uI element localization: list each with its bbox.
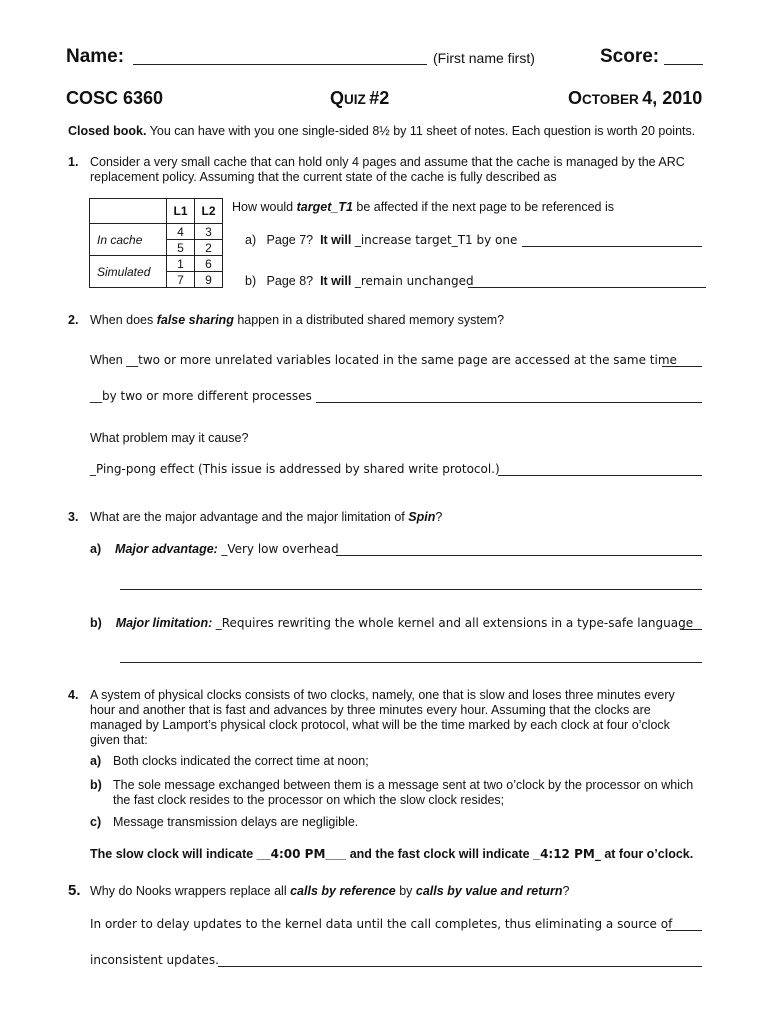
- q5-answer-line2: inconsistent updates.: [90, 953, 219, 967]
- q4-c-label: c): [90, 815, 102, 829]
- q2-answer-line2: __by two or more different processes: [90, 389, 312, 403]
- q2-problem-question: What problem may it cause?: [90, 431, 249, 445]
- score-field[interactable]: [664, 64, 703, 65]
- instructions: Closed book. You can have with you one single-sided 8½ by 11 sheet of notes. Each question is worth 20 points.: [68, 124, 696, 138]
- course-code: COSC 6360: [66, 88, 164, 108]
- q5-answer-line1: In order to delay updates to the kernel data until the call completes, thus eliminating a source of: [90, 917, 673, 931]
- q3-number: 3.: [68, 510, 79, 524]
- q4-line2: hour and another that is fast and advances by three minutes every hour. Assuming that the clocks are: [90, 703, 651, 717]
- q3-a-answer-rule[interactable]: [336, 555, 702, 556]
- q4-answer: The slow clock will indicate __4:00 PM___ and the fast clock will indicate _4:12 PM_ at four o’clock.: [90, 847, 694, 861]
- q3-b-answer-rule2[interactable]: [120, 662, 702, 663]
- col-l1-header: L1: [167, 199, 195, 224]
- q4-b-label: b): [90, 778, 102, 792]
- table-corner: [90, 199, 167, 224]
- q3-question: What are the major advantage and the major limitation of Spin?: [90, 510, 443, 524]
- name-field[interactable]: [133, 64, 427, 65]
- q4-c-text: Message transmission delays are negligible.: [113, 815, 359, 829]
- q2-number: 2.: [68, 313, 79, 327]
- q1-part-b: b) Page 8? It will _remain unchanged: [245, 274, 474, 288]
- name-label: Name:: [66, 46, 125, 67]
- name-hint: (First name first): [433, 50, 535, 66]
- q3-part-a: a) Major advantage: _Very low overhead: [90, 542, 339, 556]
- q1-number: 1.: [68, 155, 79, 169]
- q3-a-answer-rule2[interactable]: [120, 589, 702, 590]
- q1-prompt: How would target_T1 be affected if the next page to be referenced is: [232, 200, 614, 214]
- q5-number: 5.: [68, 882, 81, 899]
- table-cell: 3: [195, 224, 223, 240]
- q2-answer-line2-rule[interactable]: [316, 402, 702, 403]
- in-cache-label: In cache: [90, 224, 167, 256]
- q2-question: When does false sharing happen in a distributed shared memory system?: [90, 313, 505, 327]
- q4-number: 4.: [68, 688, 79, 702]
- quiz-date: OCTOBER 4, 2010: [568, 88, 703, 108]
- score-label: Score:: [600, 46, 660, 67]
- table-cell: 4: [167, 224, 195, 240]
- q1-a-answer: _increase target_T1 by one: [354, 233, 518, 247]
- q2-problem-answer: _Ping-pong effect (This issue is addressed by shared write protocol.): [90, 462, 500, 476]
- q5-question: Why do Nooks wrappers replace all calls by reference by calls by value and return?: [90, 884, 570, 898]
- q2-problem-answer-rule[interactable]: [498, 475, 702, 476]
- q1-part-a: a) Page 7? It will _increase target_T1 by one: [245, 233, 518, 247]
- q1-line1: Consider a very small cache that can hold only 4 pages and assume that the cache is managed by the ARC: [90, 155, 685, 169]
- q2-answer-line1-rule[interactable]: [662, 366, 702, 367]
- table-cell: 6: [195, 256, 223, 272]
- q3-b-answer-rule[interactable]: [680, 629, 702, 630]
- q4-line1: A system of physical clocks consists of two clocks, namely, one that is slow and loses three minutes every: [90, 688, 675, 702]
- table-cell: 7: [167, 272, 195, 288]
- table-cell: 9: [195, 272, 223, 288]
- table-cell: 1: [167, 256, 195, 272]
- q5-answer-rule1[interactable]: [666, 930, 702, 931]
- q4-line4: given that:: [90, 733, 148, 747]
- q1-line2: replacement policy. Assuming that the current state of the cache is fully described as: [90, 170, 557, 184]
- table-cell: 5: [167, 240, 195, 256]
- q3-part-b: b) Major limitation: _Requires rewriting the whole kernel and all extensions in a type-safe language: [90, 616, 694, 630]
- q2-answer-line1: When __two or more unrelated variables located in the same page are accessed at the same time: [90, 353, 677, 367]
- cache-table: [89, 198, 223, 288]
- q5-answer-rule2[interactable]: [218, 966, 702, 967]
- quiz-title: QUIZ #2: [330, 88, 390, 108]
- table-cell: 2: [195, 240, 223, 256]
- q4-a-text: Both clocks indicated the correct time at noon;: [113, 754, 369, 768]
- q4-line3: managed by Lamport’s physical clock protocol, what will be the time marked by each clock at four o’clock: [90, 718, 670, 732]
- q4-a-label: a): [90, 754, 102, 768]
- q1-b-answer: _remain unchanged: [354, 274, 474, 288]
- q4-b-text2: the fast clock resides to the processor on which the slow clock resides;: [113, 793, 505, 807]
- simulated-label: Simulated: [90, 256, 167, 288]
- col-l2-header: L2: [195, 199, 223, 224]
- q1-b-answer-line[interactable]: [468, 287, 706, 288]
- q4-b-text1: The sole message exchanged between them is a message sent at two o’clock by the processor on which: [113, 778, 694, 792]
- q1-a-answer-line[interactable]: [522, 246, 702, 247]
